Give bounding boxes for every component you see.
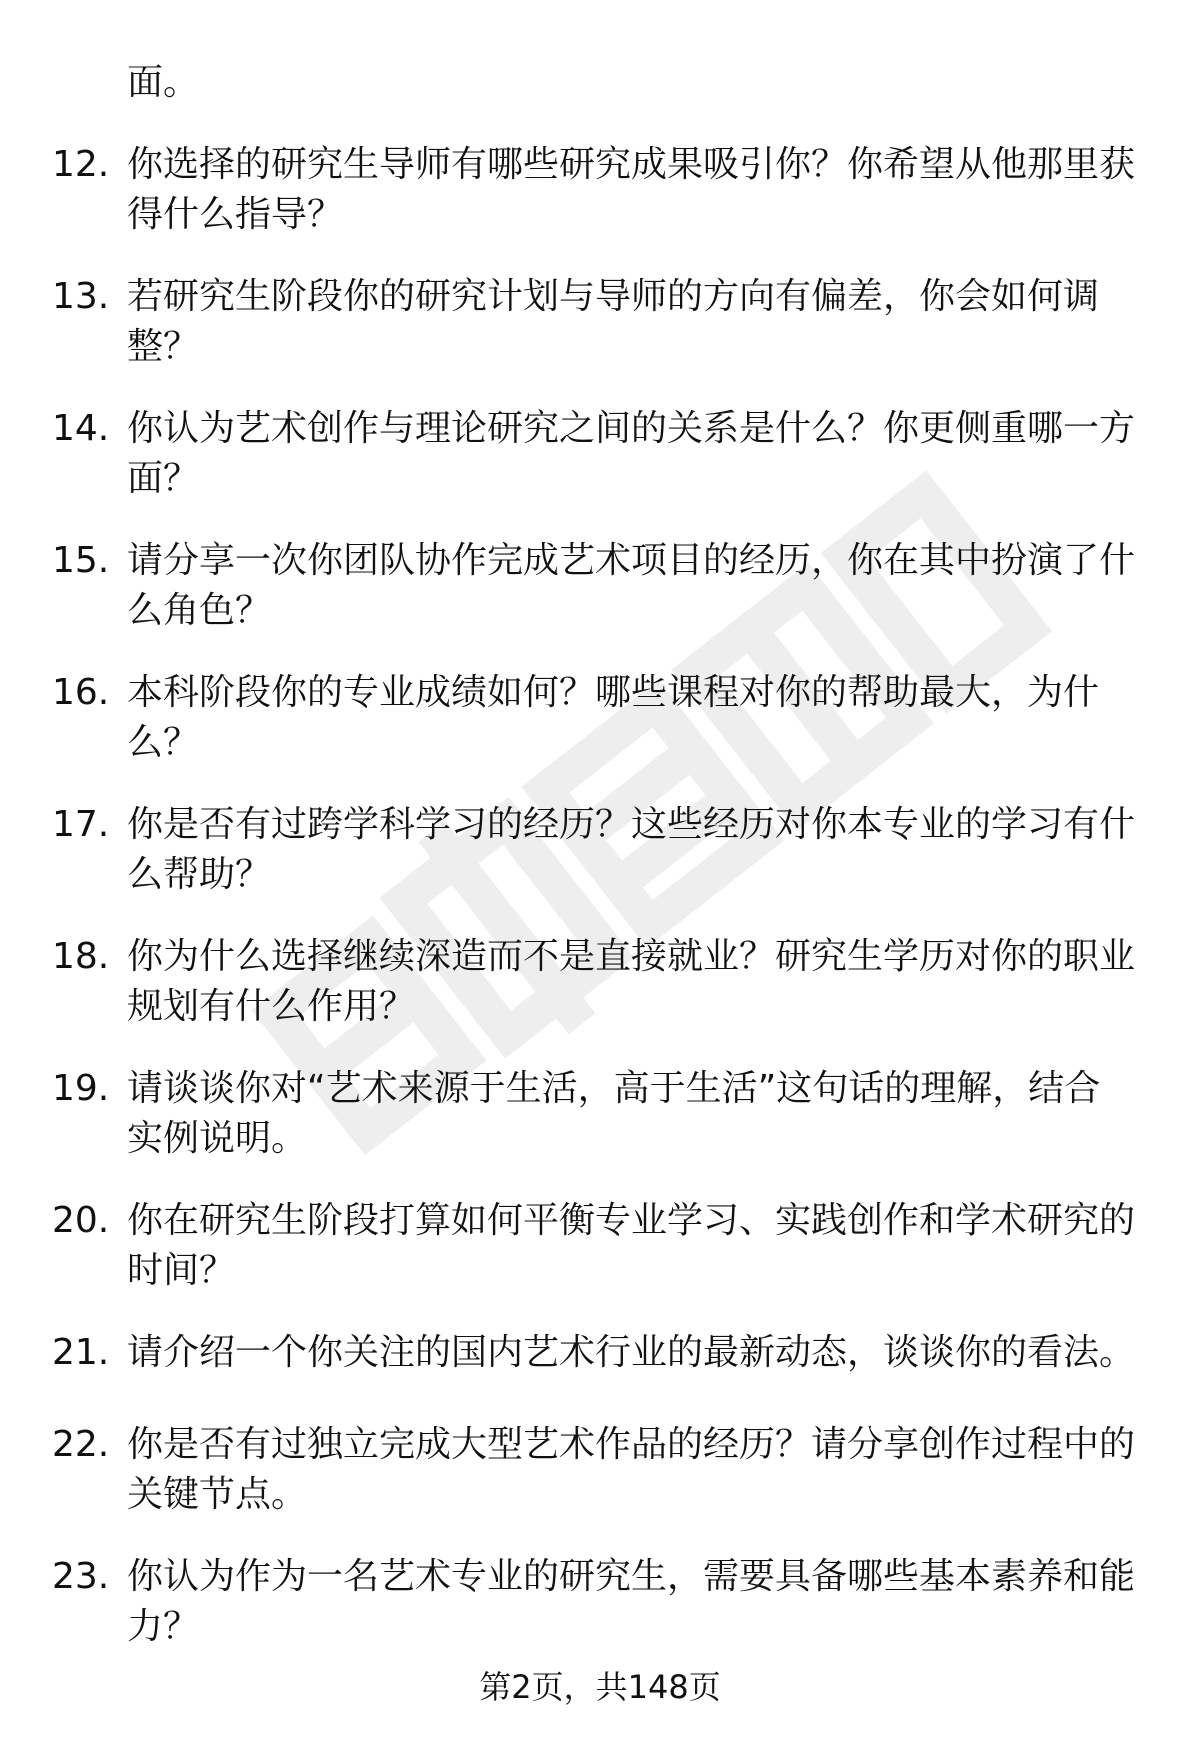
question-item-14 xyxy=(0,404,1200,536)
question-line: 关键节点。 xyxy=(127,1474,308,1515)
page-footer: 第2页，共148页 xyxy=(479,1668,721,1706)
question-item-19 xyxy=(0,1064,1200,1196)
question-list xyxy=(0,140,1200,1684)
question-item-18 xyxy=(0,932,1200,1064)
question-line: 面？ xyxy=(127,458,200,499)
question-line: 么？ xyxy=(127,722,200,763)
question-text xyxy=(127,272,1137,372)
question-line: 力？ xyxy=(127,1606,200,1647)
question-line: 若研究生阶段你的研究计划与导师的方向有偏差，你会如何调 xyxy=(127,276,1100,317)
question-text xyxy=(127,1552,1137,1652)
question-number: 16. xyxy=(52,672,110,713)
question-number: 12. xyxy=(52,144,110,185)
question-line: 你认为艺术创作与理论研究之间的关系是什么？你更侧重哪一方 xyxy=(127,408,1136,449)
question-line: 实例说明。 xyxy=(127,1118,308,1159)
question-line: 么角色？ xyxy=(127,590,272,631)
question-line: 么帮助？ xyxy=(127,854,272,895)
question-line: 时间？ xyxy=(127,1250,236,1291)
question-line: 整？ xyxy=(127,326,200,367)
question-text xyxy=(127,1064,1137,1164)
question-line: 得什么指导？ xyxy=(127,194,344,235)
question-number: 23. xyxy=(52,1556,110,1597)
question-line: 你在研究生阶段打算如何平衡专业学习、实践创作和学术研究的 xyxy=(127,1200,1136,1241)
question-text xyxy=(127,1328,1137,1378)
question-number: 22. xyxy=(52,1424,110,1465)
question-item-12 xyxy=(0,140,1200,272)
question-number: 17. xyxy=(52,804,110,845)
question-line: 你是否有过跨学科学习的经历？这些经历对你本专业的学习有什 xyxy=(127,804,1136,845)
question-number: 13. xyxy=(52,276,110,317)
question-text xyxy=(127,1420,1137,1520)
question-item-22 xyxy=(0,1420,1200,1552)
continued-text: 面。 xyxy=(127,62,200,103)
question-number: 18. xyxy=(52,936,110,977)
question-text xyxy=(127,404,1137,504)
question-line: 请介绍一个你关注的国内艺术行业的最新动态，谈谈你的看法。 xyxy=(127,1332,1136,1373)
question-item-17 xyxy=(0,800,1200,932)
question-number: 20. xyxy=(52,1200,110,1241)
question-text xyxy=(127,668,1137,768)
question-line: 规划有什么作用？ xyxy=(127,986,416,1027)
question-text xyxy=(127,1196,1137,1296)
question-item-21 xyxy=(0,1328,1200,1420)
question-line: 请谈谈你对“艺术来源于生活，高于生活”这句话的理解，结合 xyxy=(127,1068,1101,1109)
question-number: 15. xyxy=(52,540,110,581)
question-line: 你为什么选择继续深造而不是直接就业？研究生学历对你的职业 xyxy=(127,936,1136,977)
question-item-20 xyxy=(0,1196,1200,1328)
question-text xyxy=(127,800,1137,900)
question-number: 14. xyxy=(52,408,110,449)
question-line: 你认为作为一名艺术专业的研究生，需要具备哪些基本素养和能 xyxy=(127,1556,1136,1597)
question-line: 本科阶段你的专业成绩如何？哪些课程对你的帮助最大，为什 xyxy=(127,672,1100,713)
question-number: 19. xyxy=(52,1068,110,1109)
question-line: 你是否有过独立完成大型艺术作品的经历？请分享创作过程中的 xyxy=(127,1424,1136,1465)
question-item-15 xyxy=(0,536,1200,668)
question-text xyxy=(127,140,1137,240)
question-line: 请分享一次你团队协作完成艺术项目的经历，你在其中扮演了什 xyxy=(127,540,1136,581)
question-item-16 xyxy=(0,668,1200,800)
question-text xyxy=(127,536,1137,636)
question-text xyxy=(127,932,1137,1032)
question-line: 你选择的研究生导师有哪些研究成果吸引你？你希望从他那里获 xyxy=(127,144,1136,185)
question-number: 21. xyxy=(52,1332,110,1373)
question-item-13 xyxy=(0,272,1200,404)
